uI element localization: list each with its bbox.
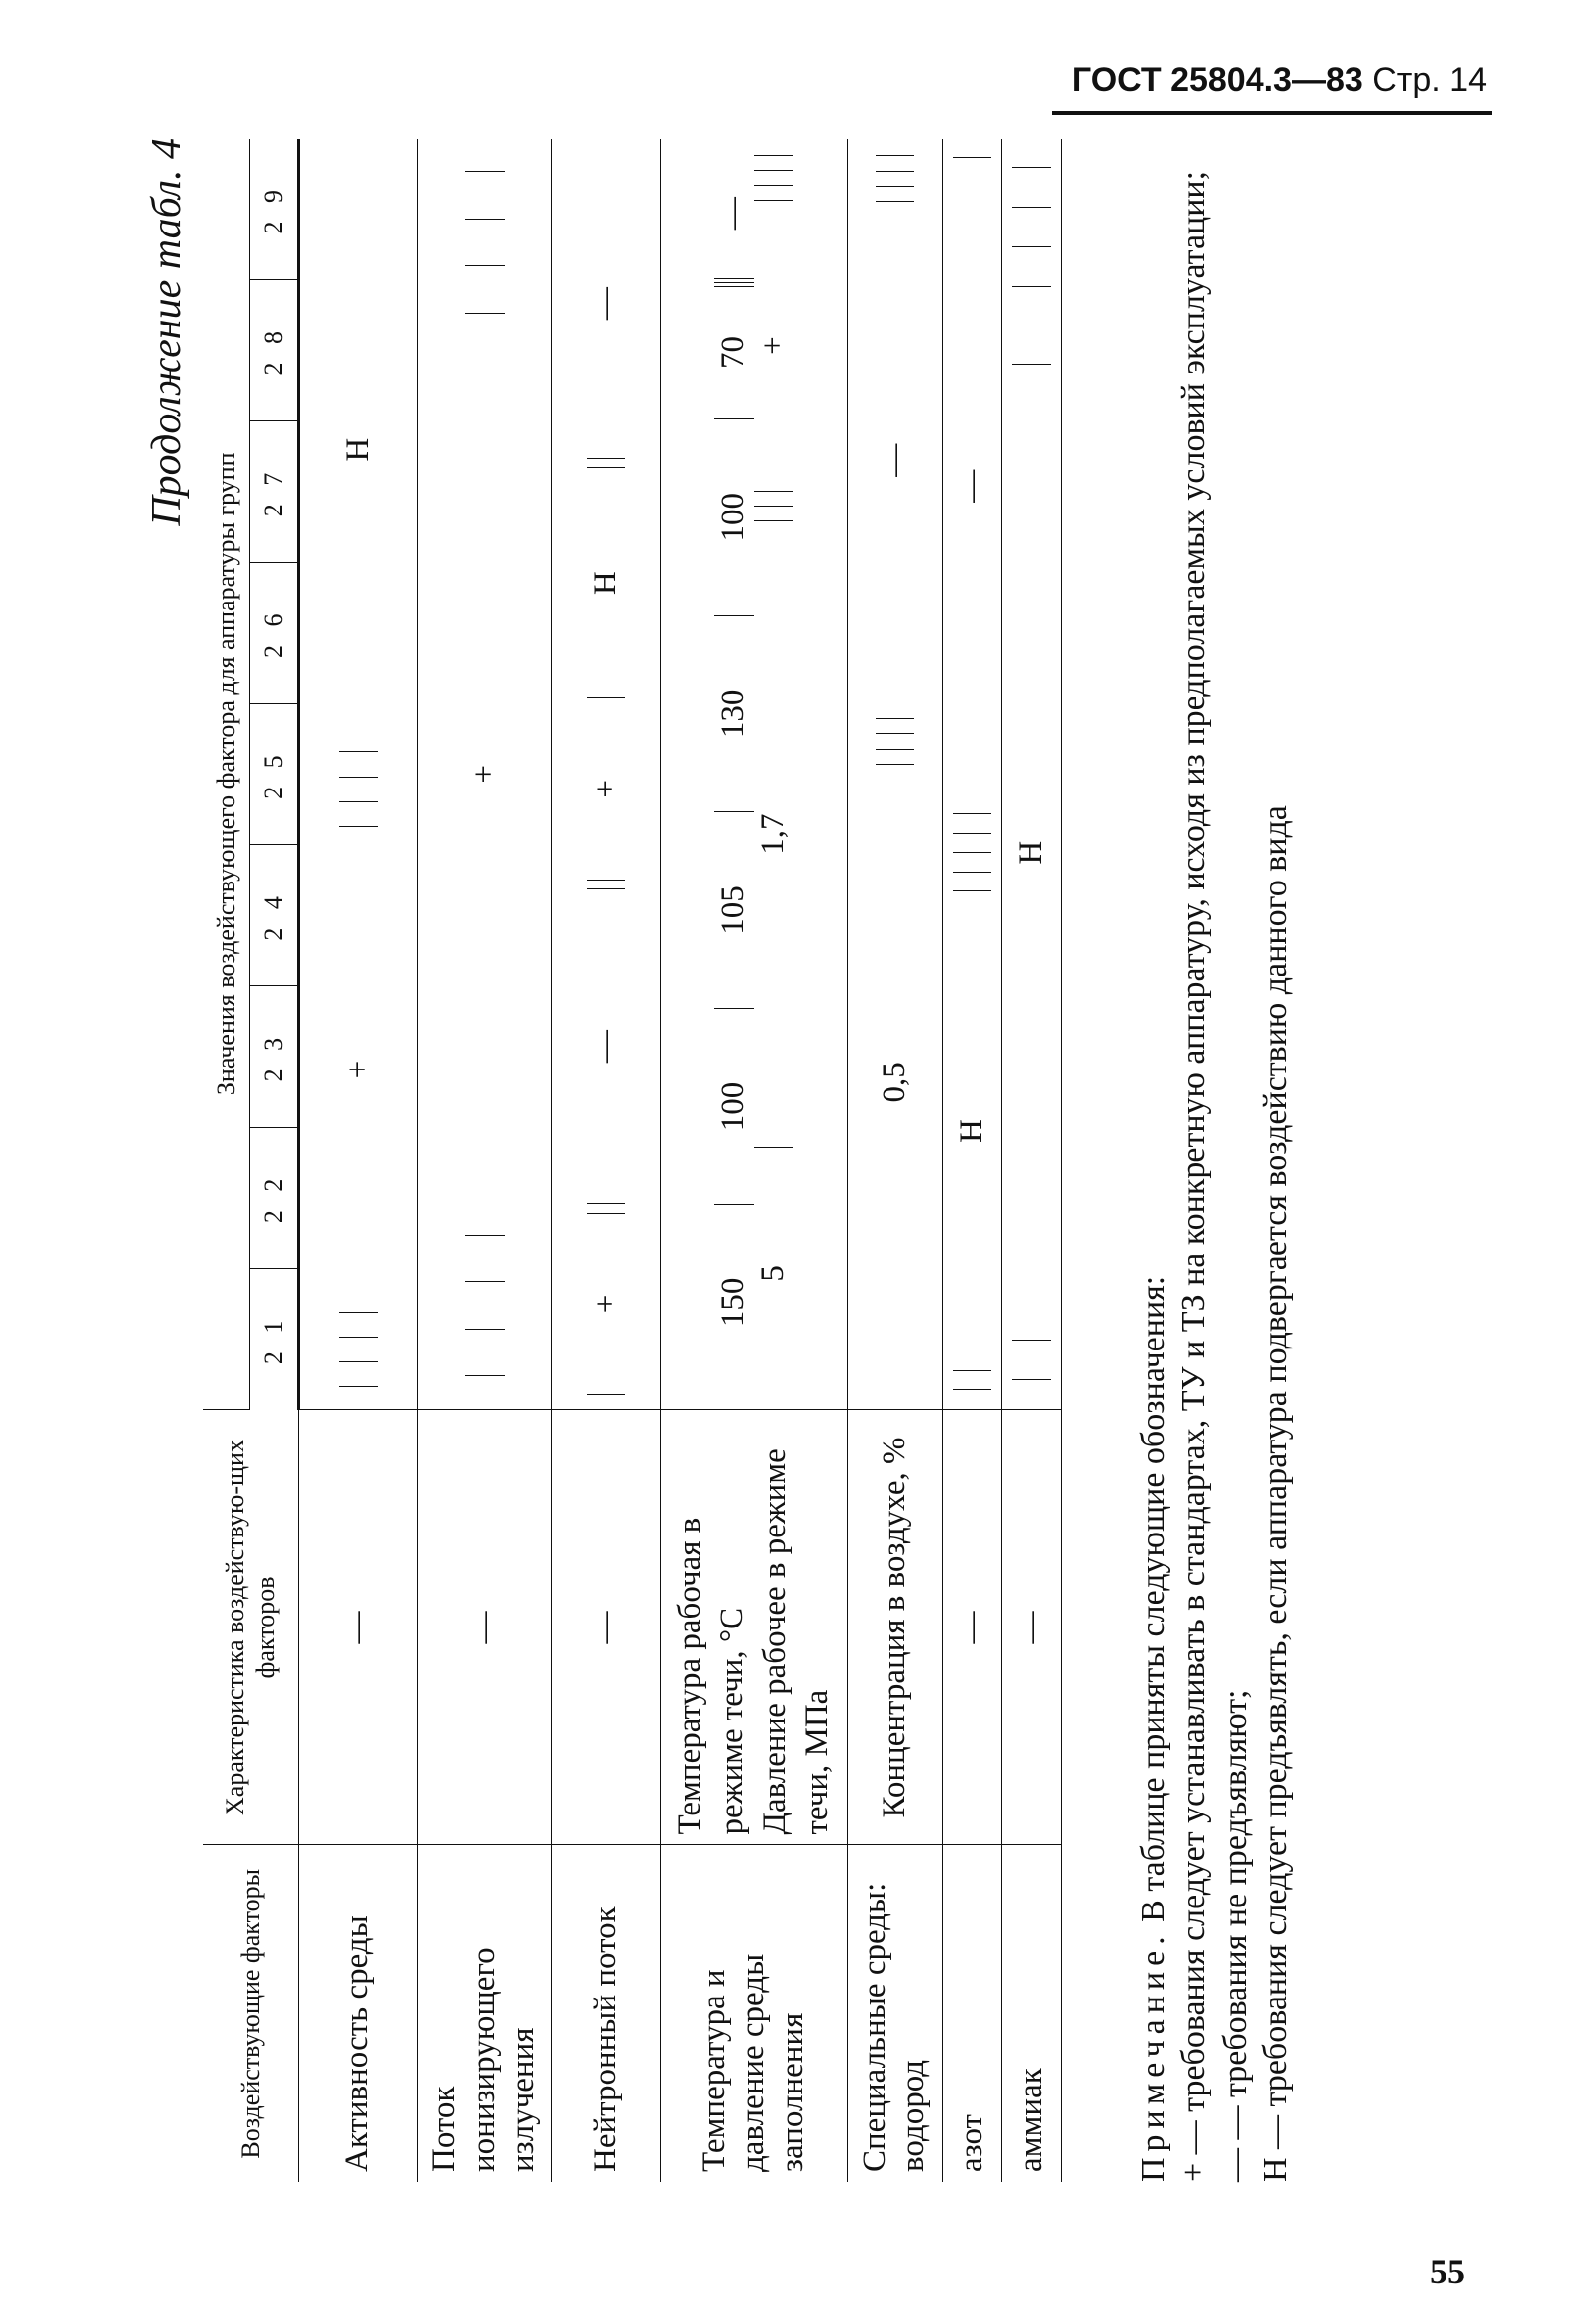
group-header: 2 1 — [250, 1268, 299, 1410]
group-values-cell — [847, 139, 942, 1410]
group-header: 2 4 — [250, 845, 299, 986]
group-header: 2 6 — [250, 562, 299, 703]
value-cell — [339, 1313, 379, 1338]
value-cell: 150 — [715, 1277, 752, 1328]
value-cell — [754, 148, 793, 156]
value-cell — [339, 777, 379, 801]
value-cell: 1,7 — [754, 521, 793, 1148]
group-values — [876, 148, 915, 1400]
group-header: 2 8 — [250, 280, 299, 421]
value-cell — [876, 156, 915, 171]
group-values-pressure — [754, 148, 793, 1400]
page-number: 55 — [1430, 2252, 1465, 2291]
value-cell: — — [587, 148, 626, 459]
characteristic-pressure: Давление рабочее в режиме течи, МПа — [756, 1448, 835, 1835]
standard-number: ГОСТ 25804.3—83 — [1072, 61, 1363, 99]
group-header: 2 7 — [250, 421, 299, 563]
value-cell — [465, 1235, 505, 1281]
value-cell: + — [587, 698, 626, 881]
value-cell — [714, 283, 754, 287]
table-row — [847, 139, 942, 2182]
value-cell — [587, 1204, 626, 1213]
value-cell — [953, 872, 992, 891]
value-cell — [1012, 246, 1052, 286]
value-cell — [754, 492, 793, 507]
value-cell: — — [876, 202, 915, 719]
value-cell: Н — [587, 468, 626, 698]
value-cell — [465, 1329, 505, 1375]
value-cell — [465, 148, 505, 172]
characteristic-temperature: Температура рабочая в режиме течи, °С — [672, 1517, 751, 1835]
value-cell — [1012, 208, 1052, 247]
group-header: 2 5 — [250, 703, 299, 845]
factor-cell: Активность среды — [299, 1845, 418, 2182]
group-values-temperature — [714, 148, 754, 1400]
value-cell — [465, 1376, 505, 1400]
col-header-characteristics: Характеристика воздействую-щих факторов — [203, 1410, 299, 1845]
page-header — [992, 61, 1487, 100]
group-values-cell — [1001, 139, 1061, 1410]
note-heading — [1133, 139, 1173, 2182]
value-cell: — — [953, 158, 992, 814]
value-cell — [587, 1395, 626, 1400]
value-cell — [754, 507, 793, 521]
table-row — [418, 139, 552, 2182]
factor-cell: Температура и давление среды заполнения — [661, 1845, 848, 2182]
value-cell — [339, 1362, 379, 1387]
value-cell: Н — [953, 891, 992, 1370]
value-cell — [1012, 168, 1052, 208]
value-cell — [953, 148, 992, 158]
group-values — [953, 148, 992, 1400]
col-header-factors: Воздействующие факторы — [203, 1845, 299, 2182]
value-cell — [465, 219, 505, 265]
value-cell — [714, 279, 754, 283]
group-values-cell — [299, 139, 418, 1410]
value-cell — [465, 172, 505, 219]
characteristic-cell: Концентрация в воздухе, % — [847, 1410, 942, 1845]
value-cell — [1012, 1341, 1052, 1380]
table-row — [552, 139, 661, 2182]
factors-table — [203, 139, 1062, 2182]
characteristic-cell — [661, 1410, 848, 1845]
rotated-content — [143, 139, 1321, 2182]
value-cell: 105 — [714, 812, 754, 1009]
value-cell — [953, 1390, 992, 1400]
factor-cell: Поток ионизирующего излучения — [418, 1845, 552, 2182]
value-cell: + — [754, 200, 793, 491]
value-cell — [1012, 148, 1052, 168]
characteristic-cell: — — [299, 1410, 418, 1845]
factor-cell: Нейтронный поток — [552, 1845, 661, 2182]
groups-header: Значения воздействующего фактора для аппаратуры групп — [203, 139, 250, 1410]
value-cell — [1012, 286, 1052, 325]
value-cell — [339, 801, 379, 826]
table-continuation-title: Продолжение табл. 4 — [144, 139, 190, 526]
value-cell — [953, 814, 992, 834]
value-cell — [1012, 325, 1052, 365]
value-cell — [754, 156, 793, 171]
note-item: — — требования не предъявляют; — [1216, 1689, 1254, 2182]
value-cell — [876, 187, 915, 202]
table-row — [1001, 139, 1061, 2182]
group-values — [465, 148, 505, 1400]
characteristic-cell: — — [1001, 1410, 1061, 1845]
table-note — [1133, 139, 1297, 2182]
value-cell — [587, 459, 626, 468]
value-cell — [339, 1338, 379, 1362]
value-cell — [876, 171, 915, 186]
table-row — [942, 139, 1001, 2182]
group-header: 2 9 — [250, 139, 299, 280]
value-cell — [465, 266, 505, 313]
group-values-cell — [552, 139, 661, 1410]
value-cell — [1012, 1380, 1052, 1400]
value-cell: 0,5 — [876, 1062, 912, 1103]
note-item: + — требования следует устанавливать в стандартах, ТУ и ТЗ на конкретную аппаратуру, исходя из предполагаемых условий эксплуатации; — [1175, 170, 1213, 2182]
value-cell — [587, 880, 626, 888]
value-cell — [465, 1282, 505, 1329]
value-cell — [876, 719, 915, 734]
value-cell — [876, 749, 915, 764]
group-values-cell — [661, 139, 848, 1410]
value-cell: + — [587, 1213, 626, 1395]
value-cell: — — [587, 889, 626, 1204]
value-cell — [754, 186, 793, 201]
value-cell — [876, 148, 915, 156]
note-title: Примечание. — [1135, 1930, 1171, 2182]
factor-cell: аммиак — [1001, 1845, 1061, 2182]
table-row — [299, 139, 418, 2182]
group-header: 2 3 — [250, 986, 299, 1128]
value-cell — [339, 752, 379, 777]
value-cell: + — [465, 313, 505, 1235]
value-cell: 70 — [714, 287, 754, 419]
group-values — [587, 148, 626, 1400]
factor-cell: Специальные среды: водород — [847, 1845, 942, 2182]
group-values — [1012, 148, 1052, 1400]
table-row — [661, 139, 848, 2182]
value-cell — [953, 833, 992, 853]
group-values-cell — [942, 139, 1001, 1410]
value-cell — [953, 1370, 992, 1390]
value-cell: 100 — [714, 1008, 754, 1205]
characteristic-cell: — — [418, 1410, 552, 1845]
group-values-cell — [418, 139, 552, 1410]
group-header: 2 2 — [250, 1127, 299, 1268]
header-rule — [1052, 111, 1492, 115]
value-cell: + — [339, 826, 379, 1313]
value-cell: 100 — [714, 418, 754, 615]
value-cell: Н — [339, 148, 379, 752]
characteristic-cell: — — [552, 1410, 661, 1845]
factor-cell: азот — [942, 1845, 1001, 2182]
characteristic-cell: — — [942, 1410, 1001, 1845]
value-cell: — — [714, 148, 754, 279]
value-cell — [339, 1387, 379, 1400]
value-cell — [876, 734, 915, 749]
page-label: Стр. 14 — [1372, 61, 1487, 99]
value-cell: 130 — [714, 615, 754, 812]
value-cell — [953, 853, 992, 873]
note-item: Н — требования следует предъявлять, если аппаратура подвергается воздействию данного вида — [1258, 805, 1295, 2182]
value-cell: Н — [1012, 364, 1052, 1341]
value-cell — [754, 171, 793, 186]
group-values — [339, 148, 379, 1400]
note-intro: В таблице приняты следующие обозначения: — [1135, 1275, 1171, 1922]
value-cell: 5 — [754, 1265, 791, 1282]
